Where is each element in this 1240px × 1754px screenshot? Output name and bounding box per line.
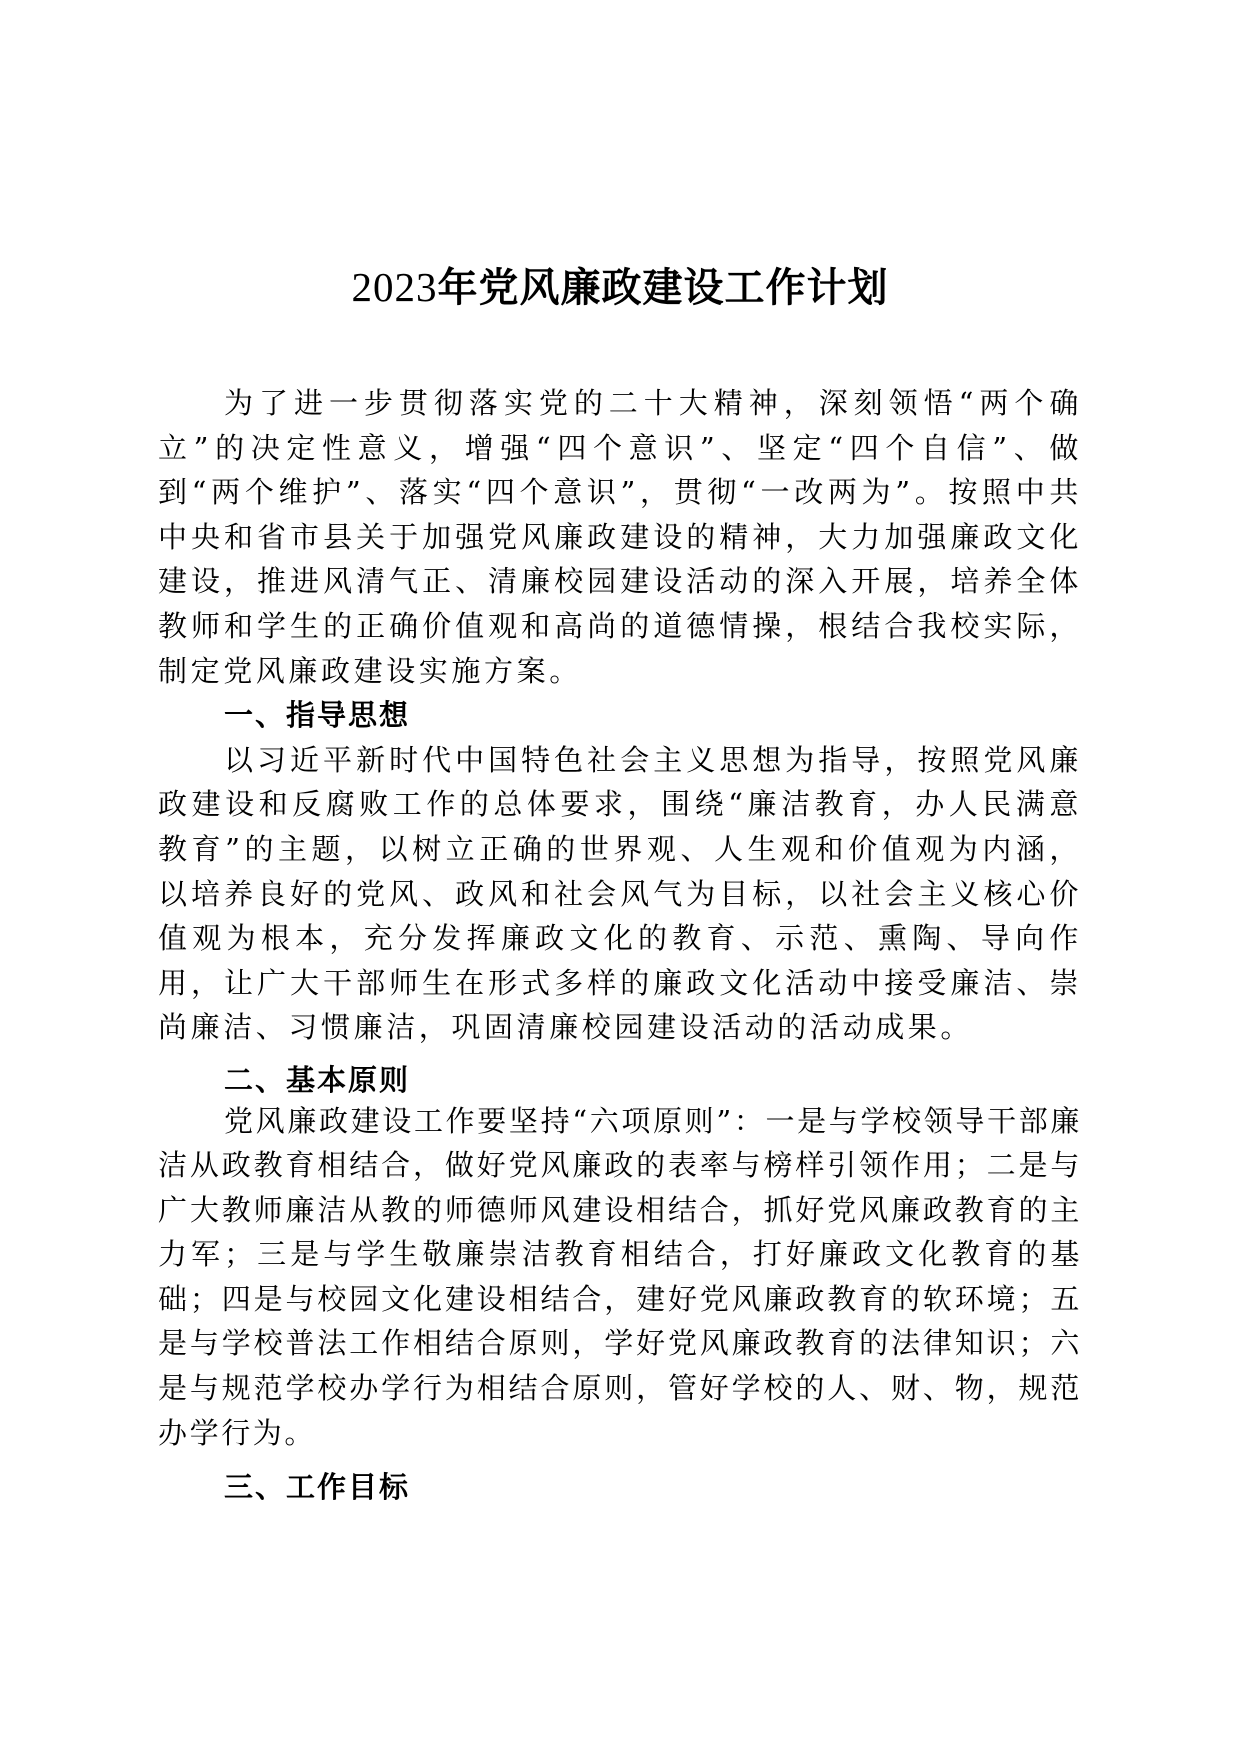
title-year: 2023 bbox=[351, 264, 438, 310]
document-body bbox=[158, 381, 1082, 1510]
intro-paragraph: 为了进一步贯彻落实党的二十大精神，深刻领悟“两个确立”的决定性意义，增强“四个意识”、坚定“四个自信”、做到“两个维护”、落实“四个意识”，贯彻“一改两为”。按照中共中央和省市县关于加强党风廉政建设的精神，大力加强廉政文化建设，推进风清气正、清廉校园建设活动的深入开展，培养全体教师和学生的正确价值观和高尚的道德情操，根结合我校实际，制定党风廉政建设实施方案。 bbox=[158, 386, 1082, 688]
section-heading-work-goals: 三、工作目标 bbox=[224, 1470, 411, 1505]
section-heading-basic-principles: 二、基本原则 bbox=[224, 1062, 411, 1097]
section-paragraph-guiding-ideology: 以习近平新时代中国特色社会主义思想为指导，按照党风廉政建设和反腐败工作的总体要求，围绕“廉洁教育，办人民满意教育”的主题，以树立正确的世界观、人生观和价值观为内涵，以培养良好的党风、政风和社会风气为目标，以社会主义核心价值观为根本，充分发挥廉政文化的教育、示范、熏陶、导向作用，让广大干部师生在形式多样的廉政文化活动中接受廉洁、崇尚廉洁、习惯廉洁，巩固清廉校园建设活动的活动成果。 bbox=[158, 742, 1082, 1045]
section-heading-guiding-ideology: 一、指导思想 bbox=[224, 698, 411, 733]
title-text: 年党风廉政建设工作计划 bbox=[437, 264, 889, 311]
section-paragraph-basic-principles: 党风廉政建设工作要坚持“六项原则”：一是与学校领导干部廉洁从政教育相结合，做好党风廉政的表率与榜样引领作用；二是与广大教师廉洁从教的师德师风建设相结合，抓好党风廉政教育的主力军；三是与学生敬廉崇洁教育相结合，打好廉政文化教育的基础；四是与校园文化建设相结合，建好党风廉政教育的软环境；五是与学校普法工作相结合原则，学好党风廉政教育的法律知识；六是与规范学校办学行为相结合原则，管好学校的人、财、物，规范办学行为。 bbox=[158, 1103, 1082, 1450]
document-title bbox=[0, 262, 1240, 313]
